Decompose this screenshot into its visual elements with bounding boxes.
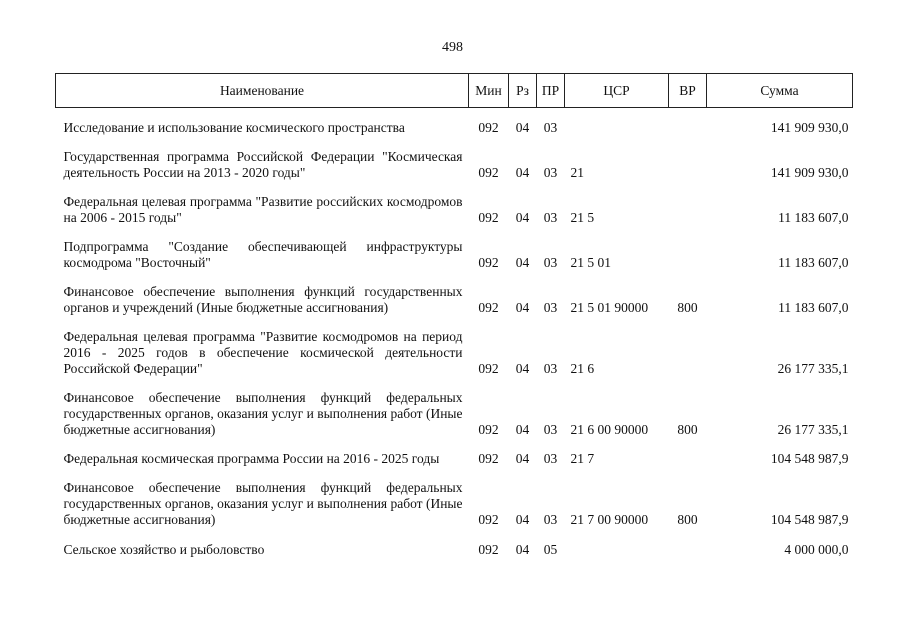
row-min: 092 bbox=[478, 422, 499, 437]
row-rz: 04 bbox=[515, 451, 530, 466]
row-sum: 26 177 335,1 bbox=[777, 422, 849, 437]
row-vr: 800 bbox=[677, 512, 698, 527]
row-name: Подпрограмма "Создание обеспечивающей инфраструктуры космодрома "Восточный" bbox=[63, 239, 463, 270]
row-pr: 03 bbox=[543, 422, 558, 437]
row-pr: 03 bbox=[543, 300, 558, 315]
row-sum: 104 548 987,9 bbox=[770, 451, 849, 466]
row-sum: 11 183 607,0 bbox=[778, 255, 849, 270]
table-row bbox=[56, 108, 853, 137]
row-name: Финансовое обеспечение выполнения функций государственных органов и учреждений (Иные бюджетные ассигнования) bbox=[63, 284, 463, 315]
row-vr bbox=[669, 108, 707, 137]
table-row bbox=[56, 181, 853, 226]
row-rz: 04 bbox=[515, 361, 530, 376]
row-pr: 03 bbox=[543, 165, 558, 180]
row-sum: 141 909 930,0 bbox=[770, 165, 849, 180]
table-row bbox=[56, 528, 853, 558]
row-vr bbox=[669, 181, 707, 226]
row-rz: 04 bbox=[515, 210, 530, 225]
row-csr bbox=[565, 528, 669, 558]
row-min: 092 bbox=[478, 451, 499, 466]
table-row bbox=[56, 438, 853, 467]
row-sum: 26 177 335,1 bbox=[777, 361, 849, 376]
row-vr: 800 bbox=[677, 422, 698, 437]
row-rz: 04 bbox=[515, 120, 530, 135]
row-name: Финансовое обеспечение выполнения функций федеральных государственных органов, оказания услуг и выполнения работ (Иные бюджетные ассигнования) bbox=[63, 480, 463, 527]
row-min: 092 bbox=[478, 165, 499, 180]
row-min: 092 bbox=[478, 120, 499, 135]
row-vr bbox=[669, 316, 707, 377]
row-min: 092 bbox=[478, 255, 499, 270]
row-min: 092 bbox=[478, 542, 499, 557]
row-vr bbox=[669, 136, 707, 181]
row-sum: 11 183 607,0 bbox=[778, 210, 849, 225]
header-rz: Рз bbox=[509, 74, 537, 108]
row-sum: 11 183 607,0 bbox=[778, 300, 849, 315]
row-csr: 21 7 00 90000 bbox=[570, 512, 649, 527]
row-csr: 21 5 01 90000 bbox=[570, 300, 649, 315]
row-csr: 21 7 bbox=[570, 451, 595, 466]
table-header-row bbox=[56, 74, 853, 108]
row-name: Финансовое обеспечение выполнения функций федеральных государственных органов, оказания услуг и выполнения работ (Иные бюджетные ассигнования) bbox=[63, 390, 463, 437]
row-vr bbox=[669, 438, 707, 467]
row-sum: 104 548 987,9 bbox=[770, 512, 849, 527]
row-pr: 03 bbox=[543, 361, 558, 376]
row-name: Федеральная целевая программа "Развитие российских космодромов на 2006 - 2015 годы" bbox=[63, 194, 463, 225]
header-csr: ЦСР bbox=[565, 74, 669, 108]
row-min: 092 bbox=[478, 210, 499, 225]
row-pr: 03 bbox=[543, 512, 558, 527]
row-rz: 04 bbox=[515, 512, 530, 527]
row-csr: 21 5 bbox=[570, 210, 595, 225]
table-row bbox=[56, 316, 853, 377]
row-sum: 4 000 000,0 bbox=[784, 542, 849, 557]
row-rz: 04 bbox=[515, 300, 530, 315]
row-name: Сельское хозяйство и рыболовство bbox=[63, 542, 265, 557]
row-csr: 21 5 01 bbox=[570, 255, 611, 270]
header-pr: ПР bbox=[537, 74, 565, 108]
row-pr: 05 bbox=[543, 542, 558, 557]
row-min: 092 bbox=[478, 300, 499, 315]
budget-table bbox=[55, 73, 853, 558]
header-name: Наименование bbox=[56, 74, 469, 108]
table-row bbox=[56, 271, 853, 316]
row-pr: 03 bbox=[543, 451, 558, 466]
row-rz: 04 bbox=[515, 165, 530, 180]
row-name: Исследование и использование космического пространства bbox=[63, 120, 405, 135]
table-row bbox=[56, 136, 853, 181]
header-min: Мин bbox=[469, 74, 509, 108]
row-name: Государственная программа Российской Федерации "Космическая деятельность России на 2013 - 2020 годы" bbox=[63, 149, 463, 180]
row-pr: 03 bbox=[543, 210, 558, 225]
table-row bbox=[56, 377, 853, 438]
header-sum: Сумма bbox=[707, 74, 853, 108]
row-csr: 21 6 00 90000 bbox=[570, 422, 649, 437]
row-rz: 04 bbox=[515, 422, 530, 437]
row-rz: 04 bbox=[515, 542, 530, 557]
row-csr: 21 bbox=[570, 165, 584, 180]
table-row bbox=[56, 226, 853, 271]
row-csr: 21 6 bbox=[570, 361, 595, 376]
row-pr: 03 bbox=[543, 255, 558, 270]
row-vr bbox=[669, 226, 707, 271]
row-min: 092 bbox=[478, 361, 499, 376]
row-name: Федеральная космическая программа России на 2016 - 2025 годы bbox=[63, 451, 440, 466]
row-vr bbox=[669, 528, 707, 558]
row-vr: 800 bbox=[677, 300, 698, 315]
table-row bbox=[56, 467, 853, 528]
row-pr: 03 bbox=[543, 120, 558, 135]
row-min: 092 bbox=[478, 512, 499, 527]
page-number: 498 bbox=[442, 40, 463, 55]
header-vr: ВР bbox=[669, 74, 707, 108]
row-csr bbox=[565, 108, 669, 137]
row-rz: 04 bbox=[515, 255, 530, 270]
row-name: Федеральная целевая программа "Развитие космодромов на период 2016 - 2025 годов в обеспечение космической деятельности Российской Федерации" bbox=[63, 329, 463, 376]
row-sum: 141 909 930,0 bbox=[770, 120, 849, 135]
